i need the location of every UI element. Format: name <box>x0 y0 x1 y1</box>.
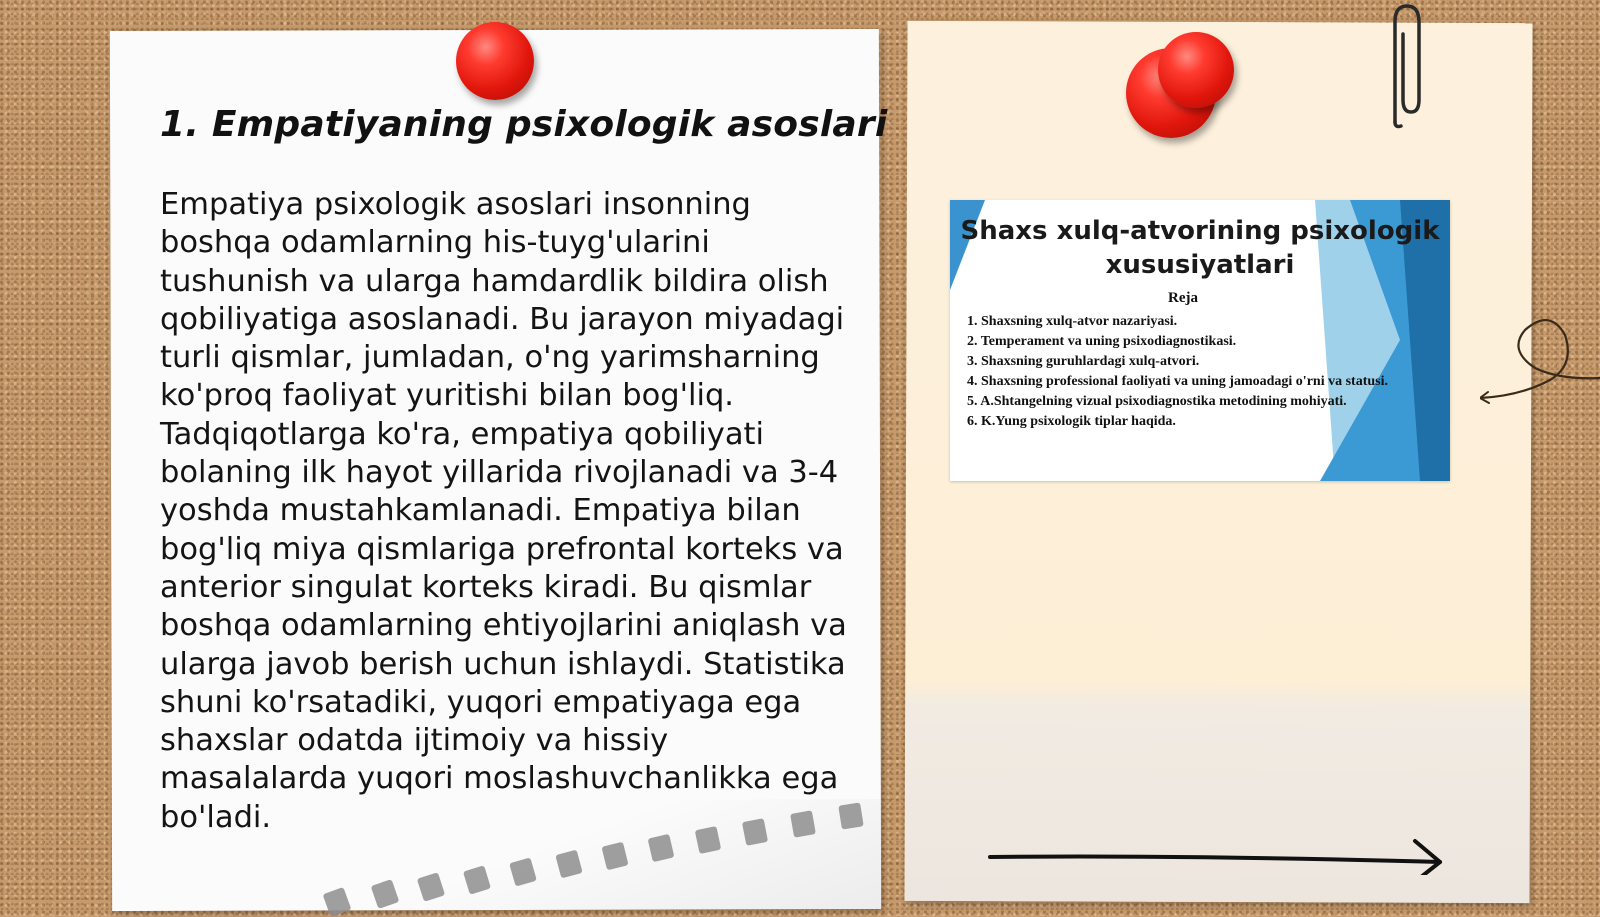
list-item: 2. Temperament va uning psixodiagnostikasi. <box>967 334 1237 349</box>
paperclip-icon <box>1375 0 1435 130</box>
slide-topic-list <box>967 312 1427 432</box>
slide-plan-label: Reja <box>1168 290 1198 306</box>
list-item: 6. K.Yung psixologik tiplar haqida. <box>967 414 1176 429</box>
list-item: 1. Shaxsning xulq-atvor nazariyasi. <box>967 314 1178 329</box>
string-loop-icon <box>1480 310 1600 410</box>
list-item: 4. Shaxsning professional faoliyati va uning jamoadagi o'rni va statusi. <box>967 374 1388 389</box>
list-item: 3. Shaxsning guruhlardagi xulq-atvori. <box>967 354 1200 369</box>
list-item: 5. A.Shtangelning vizual psixodiagnostika metodining mohiyati. <box>967 394 1347 409</box>
pushpin-icon <box>1158 32 1234 108</box>
section-title: 1. Empatiyaning psixologik asoslari <box>160 104 888 145</box>
slide-title: Shaxs xulq-atvorining psixologik xususiyatlari <box>960 216 1440 280</box>
arrow-right-icon <box>985 835 1445 875</box>
body-paragraph: Empatiya psixologik asoslari insonning boshqa odamlarning his-tuyg'ularini tushunish va ularga hamdardlik bildira olish qobiliyatiga asoslanadi. Bu jarayon miyadagi turli qismlar, jumladan, o'ng yarimsharning ko'proq faoliyat yuritishi bilan bog'liq. Tadqiqotlarga ko'ra, empatiya qobiliyati bolaning ilk hayot yillarida rivojlanadi va 3-4 yoshda mustahkamlanadi. Empatiya bilan bog'liq miya qismlariga prefrontal korteks va anterior singulat korteks kiradi. Bu qismlar boshqa odamlarning ehtiyojlarini aniqlash va ularga javob berish uchun ishlaydi. Statistika shuni ko'rsatadiki, yuqori empatiyaga ega shaxslar odatda ijtimoiy va hissiy masalalarda yuqori moslashuvchanlikka ega bo'ladi. <box>160 187 847 835</box>
pushpin-icon <box>456 22 534 100</box>
slide-thumbnail <box>950 200 1450 481</box>
